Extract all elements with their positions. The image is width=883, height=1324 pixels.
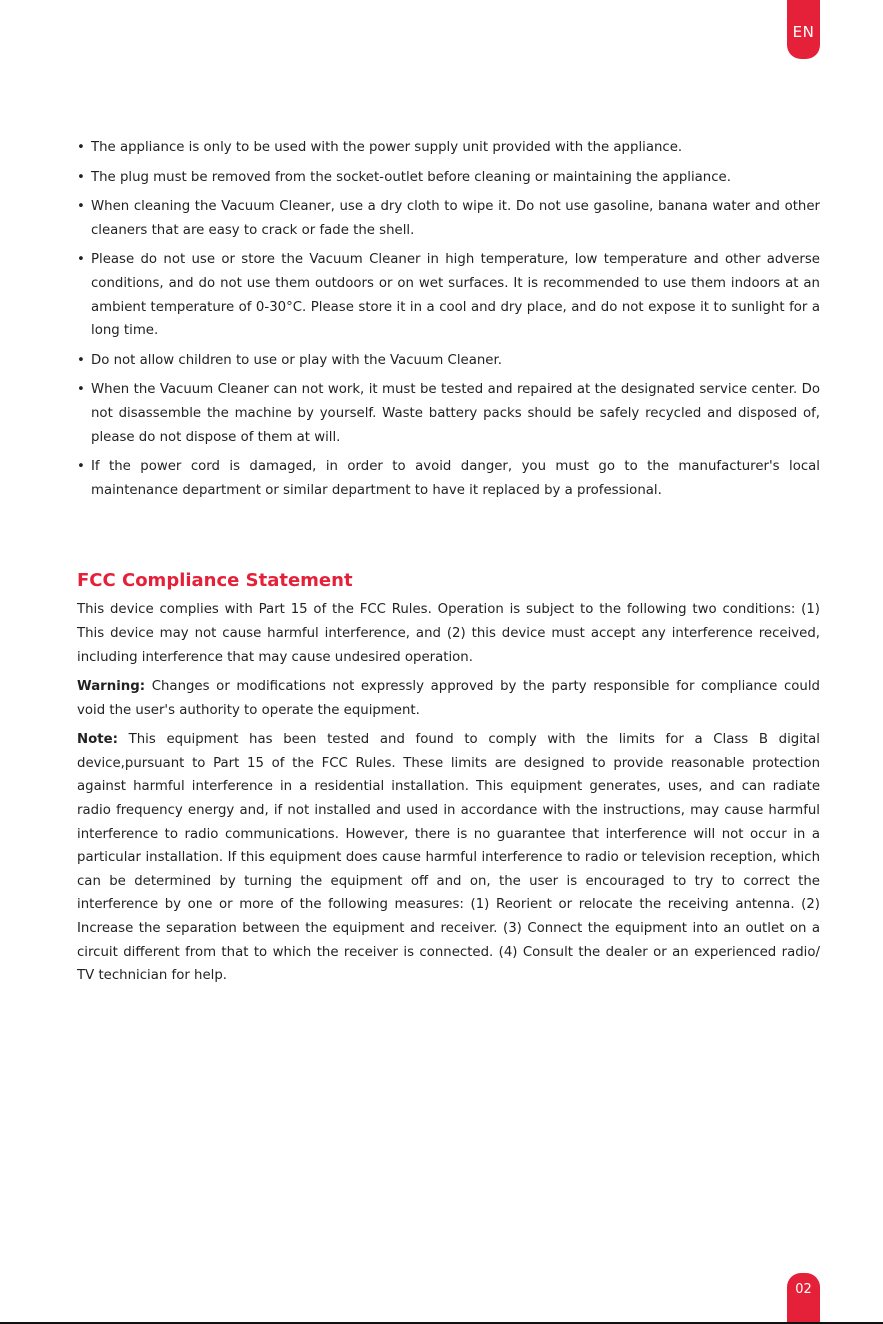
fcc-intro-paragraph: This device complies with Part 15 of the FCC Rules. Operation is subject to the following two conditions: (1) This device may not cause harmful interference, and (2) this device must accept any interference received, including interference that may cause undesired operation.: [77, 602, 820, 665]
language-tab: [787, 0, 820, 59]
fcc-section-title: FCC Compliance Statement: [77, 570, 353, 592]
list-item: [77, 455, 820, 502]
fcc-warning-paragraph: [77, 675, 820, 722]
bullet-icon: •: [77, 382, 85, 398]
language-label: EN: [792, 23, 815, 41]
fcc-note-paragraph: [77, 728, 820, 988]
list-item-text: When cleaning the Vacuum Cleaner, use a dry cloth to wipe it. Do not use gasoline, banana water and other cleaners that are easy to crack or fade the shell.: [91, 199, 820, 238]
note-label: Note:: [77, 732, 118, 748]
bullet-icon: •: [77, 352, 85, 368]
list-item: [77, 378, 820, 449]
page-number-tab: [787, 1273, 820, 1324]
bullet-icon: •: [77, 140, 85, 155]
note-text: This equipment has been tested and found to comply with the limits for a Class B digital device,pursuant to Part 15 of the FCC Rules. These limits are designed to provide reasonable protection against harmful interference in a residential installation. This equipment generates, uses, and can radiate radio frequency energy and, if not installed and used in accordance with the instructions, may cause harmful interference to radio communications. However, there is no guarantee that interference will not occur in a particular installation. If this equipment does cause harmful interference to radio or television reception, which can be determined by turning the equipment off and on, the user is encouraged to try to correct the interference by one or more of the following measures: (1) Reorient or relocate the receiving antenna. (2) Increase the separation between the equipment and receiver. (3) Connect the equipment into an outlet on a circuit different from that to which the receiver is connected. (4) Consult the dealer or an experienced radio/ TV technician for help.: [77, 732, 820, 984]
list-item: [77, 349, 820, 373]
list-item-text: Please do not use or store the Vacuum Cleaner in high temperature, low temperature and other adverse conditions, and do not use them outdoors or on wet surfaces. It is recommended to use them indoors at an ambient temperature of 0-30°C. Please store it in a cool and dry place, and do not expose it to sunlight for a long time.: [91, 252, 820, 339]
page-content: [77, 136, 820, 994]
safety-list: [77, 136, 820, 502]
warning-text: Changes or modifications not expressly approved by the party responsible for compliance could void the user's authority to operate the equipment.: [77, 679, 820, 718]
list-item-text: The appliance is only to be used with the power supply unit provided with the appliance.: [91, 140, 683, 155]
list-item: [77, 166, 820, 190]
list-item: [77, 195, 820, 242]
bullet-icon: •: [77, 459, 85, 475]
bullet-icon: •: [77, 199, 85, 215]
list-item-text: Do not allow children to use or play with the Vacuum Cleaner.: [91, 352, 502, 368]
bullet-icon: •: [77, 252, 85, 268]
page-number: 02: [795, 1282, 812, 1297]
list-item: [77, 136, 820, 160]
list-item: [77, 248, 820, 342]
bullet-icon: •: [77, 169, 85, 185]
list-item-text: When the Vacuum Cleaner can not work, it must be tested and repaired at the designated service center. Do not disassemble the machine by yourself. Waste battery packs should be safely recycled and disposed of, please do not dispose of them at will.: [91, 382, 820, 445]
list-item-text: If the power cord is damaged, in order to avoid danger, you must go to the manufacturer's local maintenance department or similar department to have it replaced by a professional.: [91, 459, 820, 498]
warning-label: Warning:: [77, 679, 146, 695]
list-item-text: The plug must be removed from the socket-outlet before cleaning or maintaining the appliance.: [91, 169, 731, 185]
